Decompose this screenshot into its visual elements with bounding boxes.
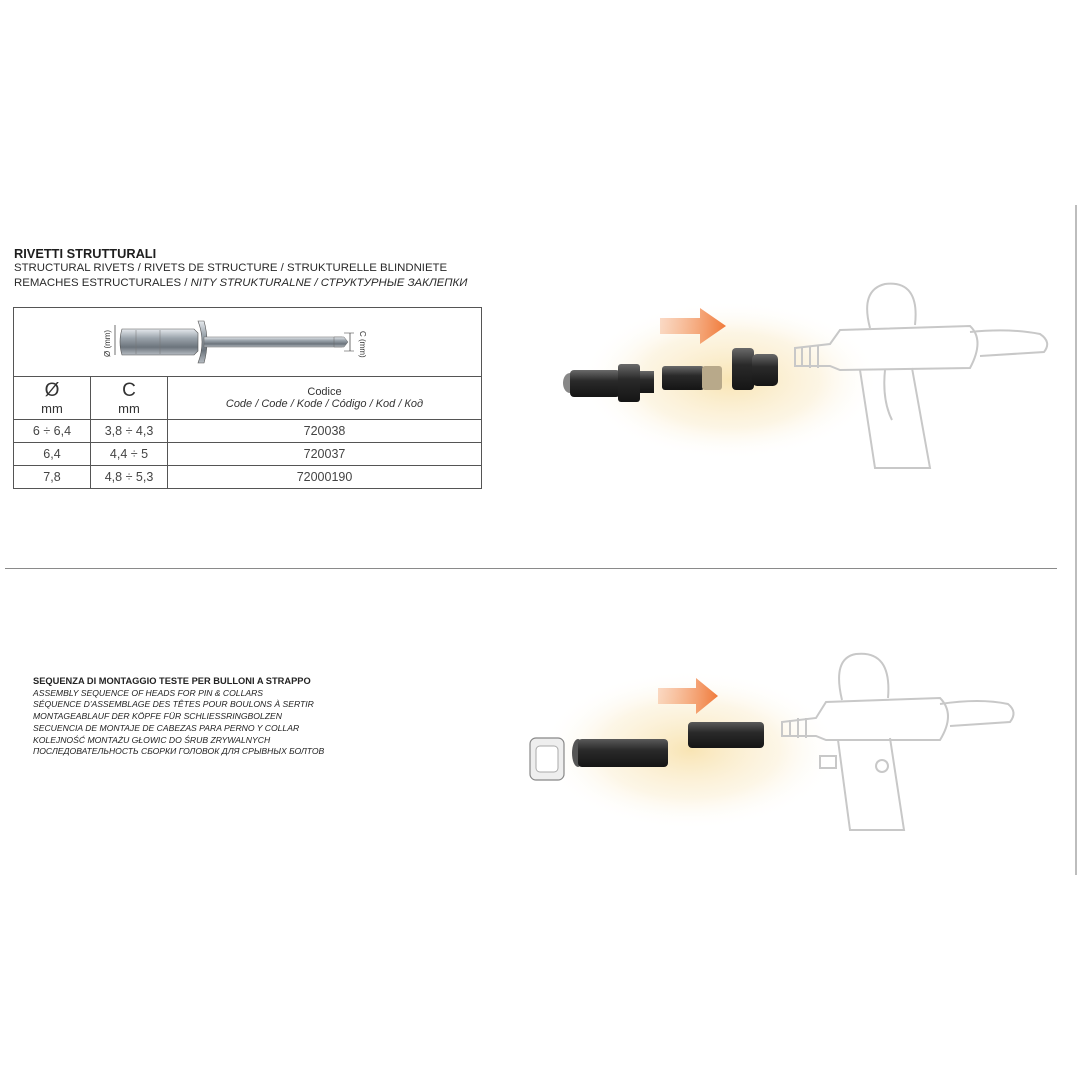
col-diameter-header	[14, 377, 91, 420]
heading-title: RIVETTI STRUTTURALI	[14, 246, 157, 261]
cell-code: 720038	[168, 420, 482, 443]
col-code-subtitle: Code / Code / Kode / Código / Kod / Код	[225, 398, 424, 410]
col-diameter-symbol: Ø	[44, 379, 60, 401]
sequence-line: SECUENCIA DE MONTAJE DE CABEZAS PARA PERNO Y COLLAR	[33, 722, 300, 733]
table-row	[14, 420, 482, 443]
col-diameter-unit: mm	[41, 400, 63, 416]
long-sleeve-part	[572, 739, 668, 767]
sequence-caption	[33, 676, 324, 758]
cell-code: 720037	[168, 443, 482, 466]
cell-code: 72000190	[168, 466, 482, 489]
cell-c: 4,4 ÷ 5	[91, 443, 168, 466]
page-edge-line	[1075, 205, 1077, 875]
rivet-image-cell	[14, 308, 482, 377]
top-assembly-illustration	[540, 270, 1060, 480]
sequence-line: MONTAGEABLAUF DER KÖPFE FÜR SCHLIESSRINGBOLZEN	[33, 711, 282, 722]
section-heading	[14, 246, 467, 291]
heading-subtitle: STRUCTURAL RIVETS / RIVETS DE STRUCTURE / STRUKTURELLE BLINDNIETE	[14, 262, 448, 274]
rivet-table	[13, 307, 482, 489]
heading-subtitle-2b: NITY STRUKTURALNE / СТРУКТУРНЫЕ ЗАКЛЕПКИ	[190, 277, 468, 289]
short-sleeve-part	[688, 722, 764, 748]
collar-part	[530, 738, 564, 780]
col-c-unit: mm	[118, 400, 140, 416]
cell-diameter: 7,8	[14, 466, 91, 489]
sequence-line: ПОСЛЕДОВАТЕЛЬНОСТЬ СБОРКИ ГОЛОВОК ДЛЯ СРЫВНЫХ БОЛТОВ	[33, 746, 325, 757]
bottom-assembly-illustration	[520, 640, 1060, 840]
sleeve-part	[662, 366, 722, 390]
table-row	[14, 443, 482, 466]
cell-c: 3,8 ÷ 4,3	[91, 420, 168, 443]
col-code-title: Codice	[307, 386, 342, 398]
sequence-title: SEQUENZA DI MONTAGGIO TESTE PER BULLONI A STRAPPO	[33, 676, 311, 686]
sequence-line: SÉQUENCE D'ASSEMBLAGE DES TÊTES POUR BOULONS À SERTIR	[33, 699, 314, 710]
dim-diameter-label: Ø (mm)	[102, 329, 112, 357]
heading-subtitle-2a: REMACHES ESTRUCTURALES /	[14, 277, 191, 289]
col-c-header	[91, 377, 168, 420]
heading-subtitle-2	[14, 276, 467, 291]
table-row	[14, 466, 482, 489]
sequence-line: ASSEMBLY SEQUENCE OF HEADS FOR PIN & COLLARS	[33, 687, 264, 698]
sequence-line: KOLEJNOŚĆ MONTAŻU GŁOWIC DO ŚRUB ZRYWALNYCH	[33, 734, 271, 745]
cell-diameter: 6,4	[14, 443, 91, 466]
cell-c: 4,8 ÷ 5,3	[91, 466, 168, 489]
col-code-header	[168, 377, 482, 420]
cell-diameter: 6 ÷ 6,4	[14, 420, 91, 443]
rivet-drawing	[98, 309, 398, 375]
col-c-symbol: C	[122, 379, 136, 401]
section-divider	[5, 568, 1057, 569]
dim-c-label: C (mm)	[357, 331, 367, 358]
